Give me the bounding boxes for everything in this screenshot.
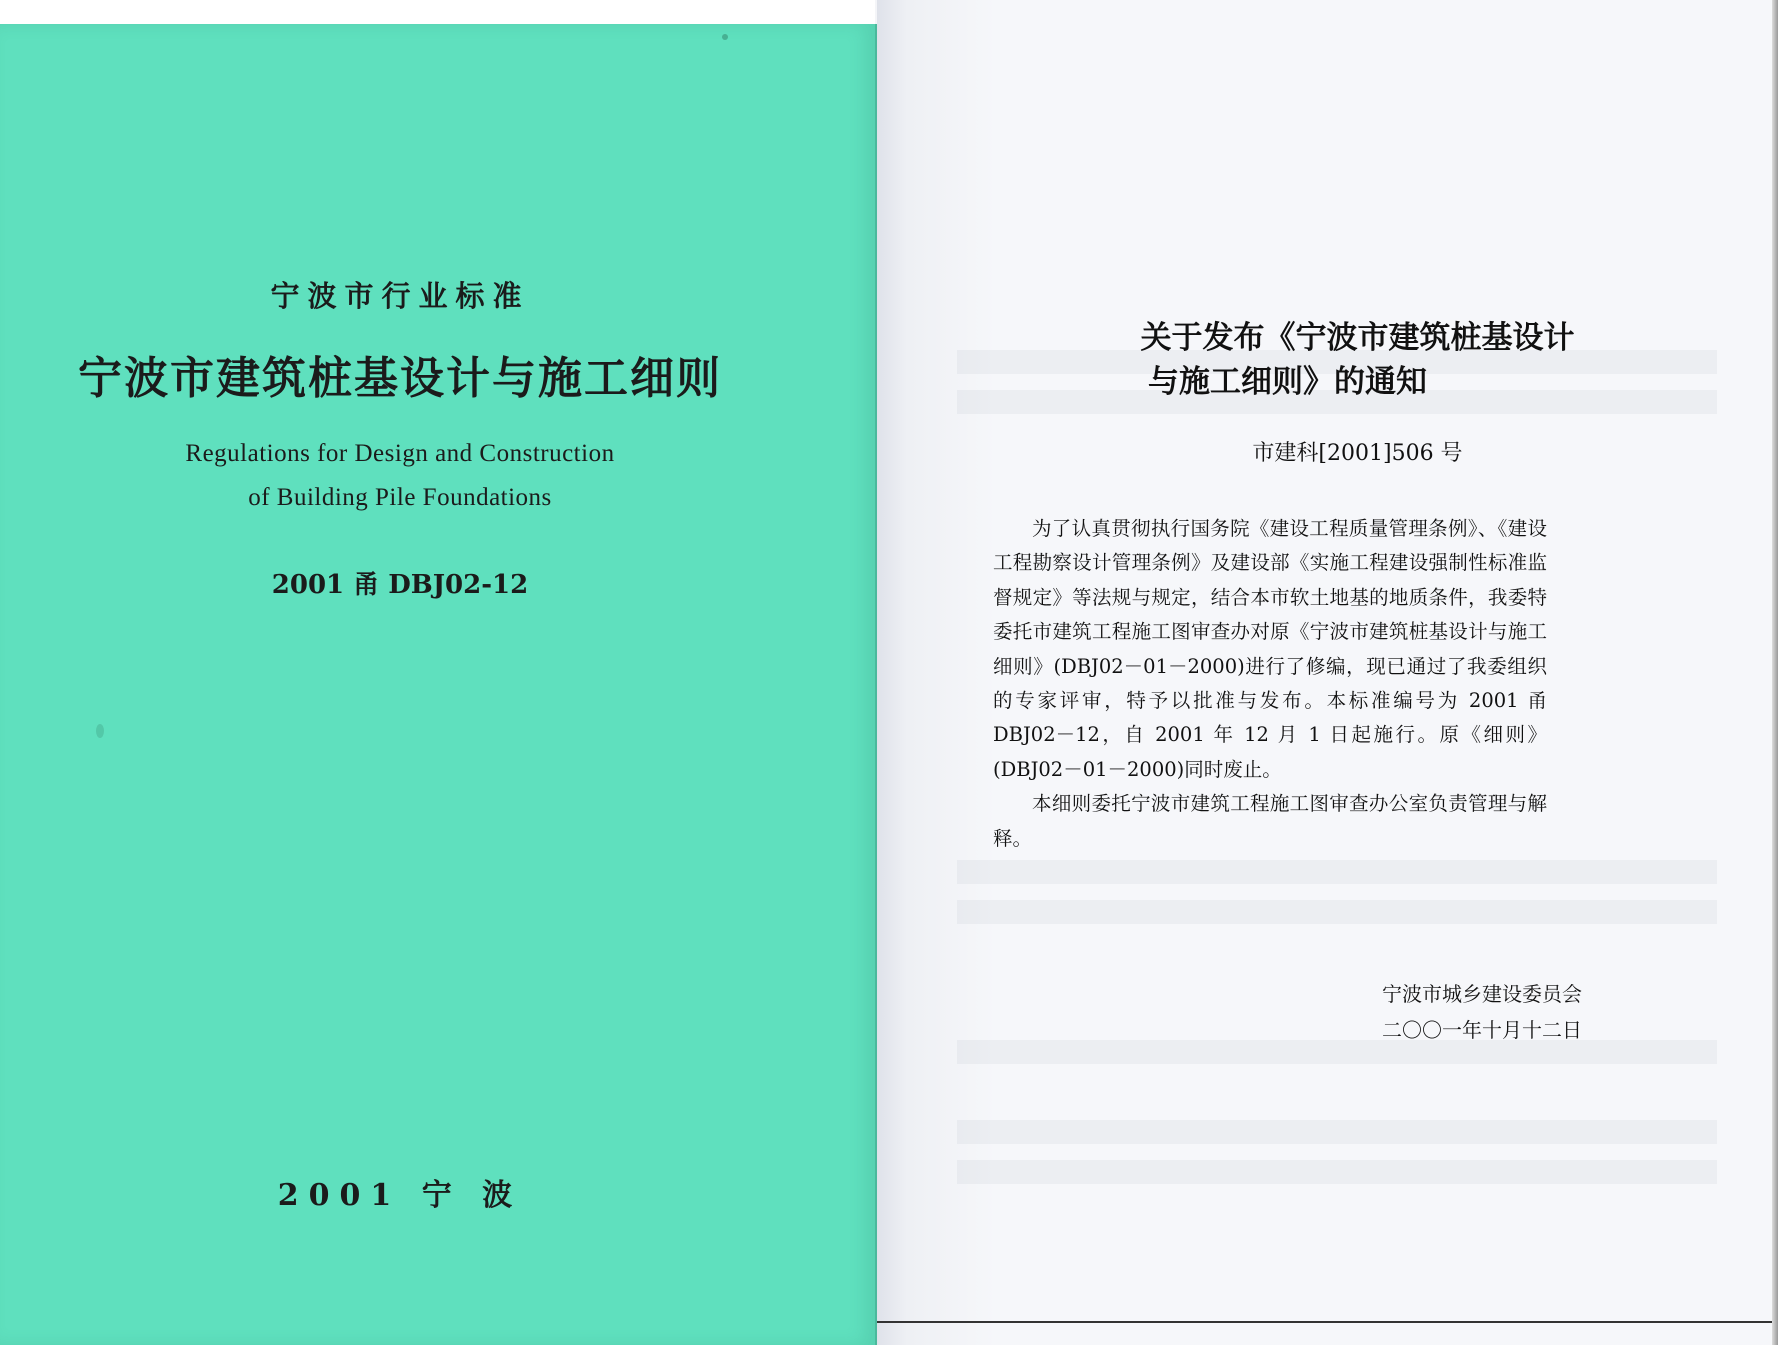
cover-footer-year-city: 2001 宁 波 (277, 1178, 523, 1213)
show-through-line (957, 860, 1717, 884)
notice-signatory: 宁波市城乡建设委员会 (1382, 982, 1582, 1006)
notice-page (877, 0, 1778, 1345)
notice-paragraph: 为了认真贯彻执行国务院《建设工程质量管理条例》、《建设工程勘察设计管理条例》及建设部《实施工程建设强制性标准监督规定》等法规与规定，结合本市软土地基的地质条件，我委特委托市建筑工程施工图审查办对原《宁波市建筑桩基设计与施工细则》(DBJ02－01－2000)进行了修编，现已通过了我委组织的专家评审，特予以批准与发布。本标准编号为 2001 甬 DBJ02－12，自 2001 年 12 月 1 日起施行。原《细则》(DBJ02－01－2000)同时废止。 (993, 517, 1547, 781)
notice-date: 二〇〇一年十月十二日 (1382, 1018, 1582, 1042)
notice-paragraph: 本细则委托宁波市建筑工程施工图审查办公室负责管理与解释。 (993, 792, 1547, 850)
cover-title: 宁波市建筑桩基设计与施工细则 (78, 353, 722, 404)
cover-top-margin (0, 0, 875, 24)
show-through-line (957, 1040, 1717, 1064)
show-through-line (957, 1120, 1717, 1144)
notice-title-line1: 关于发布《宁波市建筑桩基设计 (1140, 320, 1575, 356)
cover-page (0, 24, 877, 1345)
notice-body (993, 512, 1547, 856)
page-right-edge (1772, 0, 1778, 1345)
cover-english-title-line1: Regulations for Design and Construction (185, 440, 615, 467)
cover-english-title-line2: of Building Pile Foundations (248, 484, 552, 511)
print-speck (722, 34, 728, 40)
notice-title-line2: 与施工细则》的通知 (1148, 364, 1427, 400)
print-speck (96, 724, 104, 738)
cover-series-label: 宁波市行业标准 (270, 279, 530, 313)
notice-document-number: 市建科[2001]506 号 (1252, 441, 1463, 466)
cover-standard-code: 2001 甬 DBJ02-12 (271, 570, 529, 600)
page-bottom-edge (877, 1321, 1778, 1323)
show-through-line (957, 900, 1717, 924)
show-through-line (957, 1160, 1717, 1184)
